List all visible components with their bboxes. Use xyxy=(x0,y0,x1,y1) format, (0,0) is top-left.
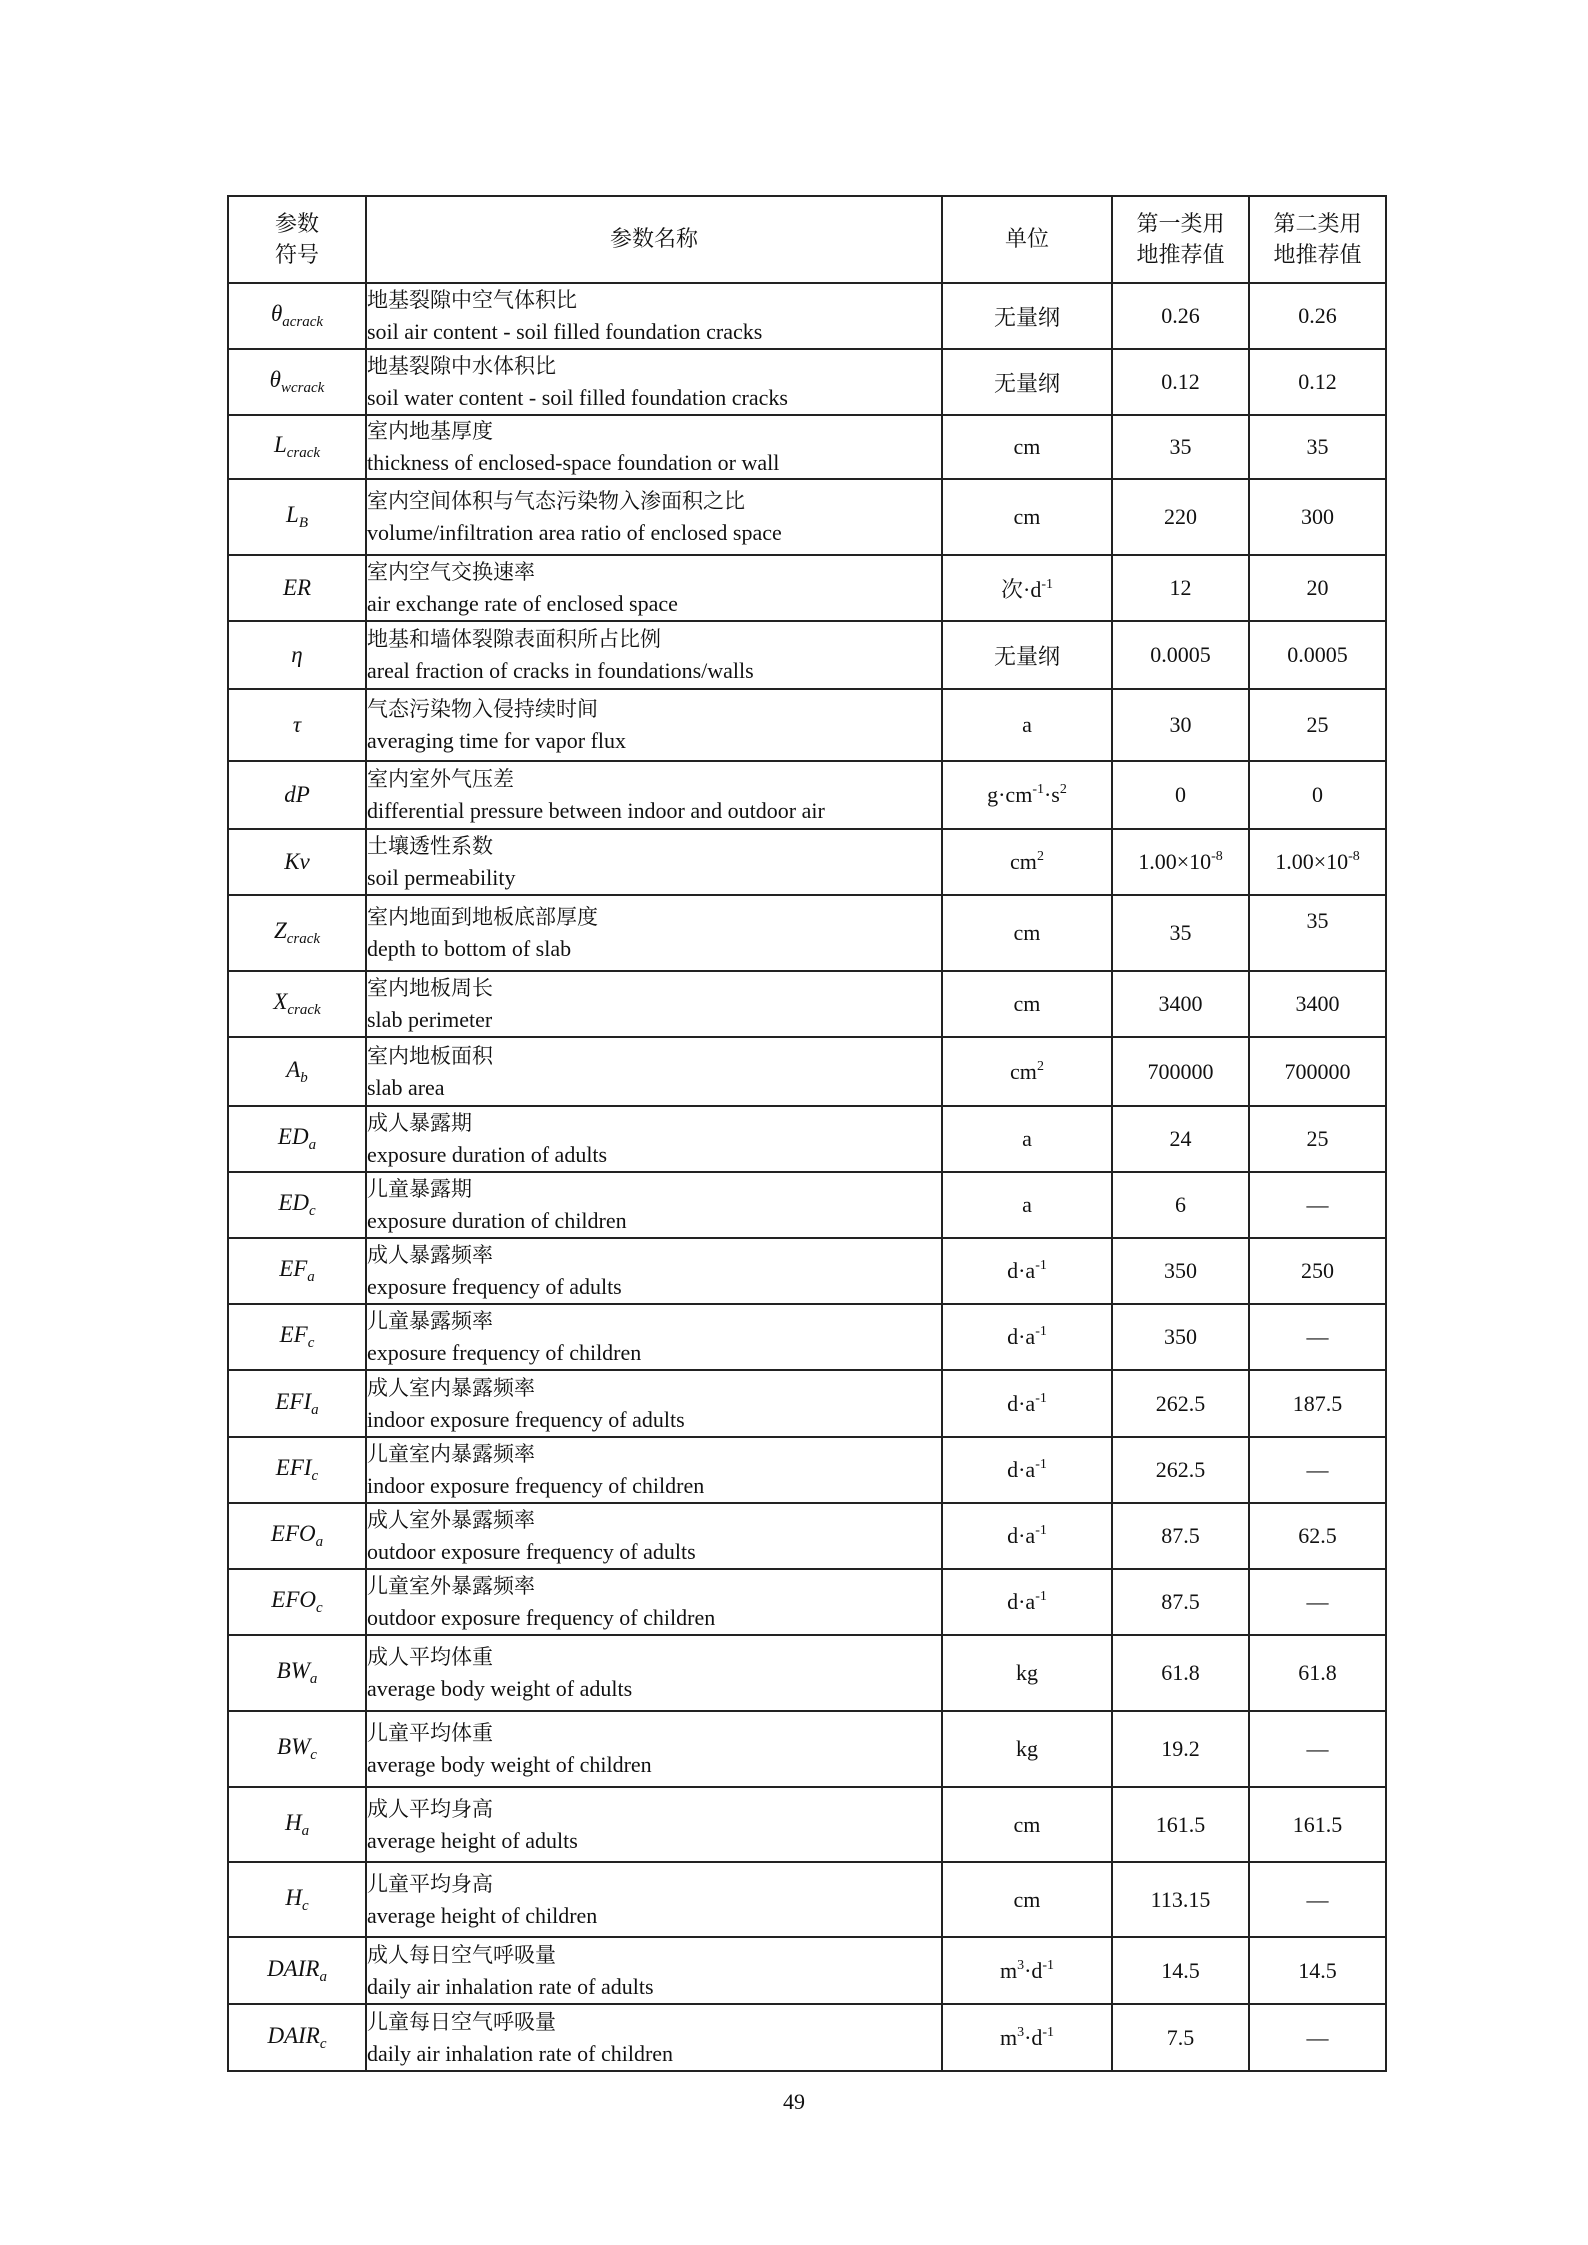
symbol-main: τ xyxy=(292,712,302,737)
symbol-main: A xyxy=(286,1056,301,1082)
symbol-main: BW xyxy=(277,1734,311,1759)
value-type2: — xyxy=(1249,1711,1386,1787)
parameter-name xyxy=(366,1106,942,1172)
parameter-symbol xyxy=(228,1238,366,1304)
parameter-symbol xyxy=(228,1172,366,1238)
symbol-main: η xyxy=(291,642,303,667)
value-type1: 14.5 xyxy=(1112,1937,1249,2004)
table-row xyxy=(228,829,1386,895)
parameter-name-zh: 成人每日空气呼吸量 xyxy=(367,1942,556,1967)
symbol-subscript: c xyxy=(311,1468,319,1484)
parameter-name-zh: 成人室外暴露频率 xyxy=(367,1508,535,1532)
table-body xyxy=(228,283,1386,2071)
parameter-name-zh: 室内地板面积 xyxy=(367,1043,493,1068)
value-type2: $1.00\times 10^{-8}$ xyxy=(1249,829,1386,895)
parameter-symbol xyxy=(228,689,366,761)
symbol-main: L xyxy=(273,432,287,457)
value-type1: 19.2 xyxy=(1112,1711,1249,1787)
value-type2: 161.5 xyxy=(1249,1787,1386,1862)
table-row xyxy=(228,555,1386,621)
parameter-unit: a xyxy=(942,1172,1112,1238)
symbol-subscript: crack xyxy=(286,445,321,461)
parameter-symbol xyxy=(228,1304,366,1370)
table-row xyxy=(228,1711,1386,1787)
parameter-name-en: daily air inhalation rate of adults xyxy=(367,1973,654,1999)
parameter-symbol xyxy=(228,1370,366,1437)
parameter-name-zh: 室内空气交换速率 xyxy=(367,560,535,584)
value-type1: 0.12 xyxy=(1112,349,1249,415)
value-type1: 3400 xyxy=(1112,971,1249,1037)
symbol-subscript: c xyxy=(310,1747,317,1763)
parameter-symbol xyxy=(228,1862,366,1937)
table-row xyxy=(228,1037,1386,1106)
table-row xyxy=(228,1787,1386,1862)
parameter-name-en: slab perimeter xyxy=(367,1007,493,1032)
value-type2: 250 xyxy=(1249,1238,1386,1304)
symbol-subscript: acrack xyxy=(282,314,324,330)
parameter-name-en: soil air content - soil filled foundation cracks xyxy=(367,319,763,344)
table-row xyxy=(228,1172,1386,1238)
parameter-name-zh: 成人平均体重 xyxy=(367,1645,493,1669)
value-type2: 35 xyxy=(1249,415,1386,479)
table-row xyxy=(228,1503,1386,1569)
value-type1: 30 xyxy=(1112,689,1249,761)
parameter-name-zh: 儿童平均体重 xyxy=(367,1721,493,1745)
parameter-name-en: exposure duration of adults xyxy=(367,1142,608,1167)
parameter-name xyxy=(366,971,942,1037)
parameter-name-zh: 儿童室外暴露频率 xyxy=(367,1574,535,1598)
symbol-main: L xyxy=(286,502,299,527)
parameter-name xyxy=(366,479,942,555)
parameter-name-en: slab area xyxy=(367,1074,445,1100)
symbol-subscript: c xyxy=(307,1335,315,1351)
parameter-unit: $d\cdot a^{-1}$ xyxy=(942,1569,1112,1635)
parameter-name-en: soil permeability xyxy=(367,865,516,890)
value-type2: — xyxy=(1249,1862,1386,1937)
parameter-name-en: indoor exposure frequency of children xyxy=(367,1473,705,1498)
parameter-name-en: outdoor exposure frequency of children xyxy=(367,1605,716,1630)
parameter-unit: $d\cdot a^{-1}$ xyxy=(942,1370,1112,1437)
symbol-subscript: b xyxy=(300,1069,308,1086)
value-type1: 35 xyxy=(1112,895,1249,971)
symbol-subscript: a xyxy=(319,1968,327,1985)
symbol-main: EFI xyxy=(275,1388,312,1414)
parameter-name-en: soil water content - soil filled foundation cracks xyxy=(367,385,788,410)
table-row xyxy=(228,1238,1386,1304)
symbol-subscript: a xyxy=(301,1822,310,1839)
parameter-name xyxy=(366,1937,942,2004)
parameter-name xyxy=(366,1503,942,1569)
symbol-main: H xyxy=(285,1884,302,1910)
parameter-symbol xyxy=(228,1569,366,1635)
parameter-symbol xyxy=(228,1503,366,1569)
value-type2: — xyxy=(1249,1569,1386,1635)
value-type1: 262.5 xyxy=(1112,1370,1249,1437)
value-type2: 20 xyxy=(1249,555,1386,621)
symbol-main: θ xyxy=(269,367,281,392)
parameter-name-en: depth to bottom of slab xyxy=(367,936,572,961)
parameter-table xyxy=(227,195,1387,2072)
value-type1: 0.0005 xyxy=(1112,621,1249,689)
table-row xyxy=(228,1862,1386,1937)
symbol-main: Z xyxy=(273,918,287,943)
parameter-name-zh: 地基裂隙中水体积比 xyxy=(367,354,556,378)
parameter-name xyxy=(366,1304,942,1370)
table-row xyxy=(228,689,1386,761)
parameter-name-en: thickness of enclosed-space foundation or wall xyxy=(367,450,780,475)
symbol-subscript: wcrack xyxy=(280,380,325,396)
parameter-unit: $d\cdot a^{-1}$ xyxy=(942,1437,1112,1503)
symbol-main: ED xyxy=(278,1190,309,1215)
parameter-name-en: average body weight of children xyxy=(367,1752,652,1777)
table-row xyxy=(228,621,1386,689)
value-type2: 3400 xyxy=(1249,971,1386,1037)
parameter-name-en: outdoor exposure frequency of adults xyxy=(367,1539,696,1564)
value-type1: 220 xyxy=(1112,479,1249,555)
symbol-subscript: c xyxy=(309,1203,316,1219)
symbol-main: θ xyxy=(270,301,283,326)
parameter-name xyxy=(366,1172,942,1238)
parameter-name xyxy=(366,829,942,895)
parameter-name-zh: 成人平均身高 xyxy=(367,1796,493,1821)
parameter-name-en: average body weight of adults xyxy=(367,1676,633,1701)
value-type1: 161.5 xyxy=(1112,1787,1249,1862)
parameter-name-zh: 地基裂隙中空气体积比 xyxy=(367,288,577,312)
symbol-subscript: B xyxy=(298,515,308,531)
parameter-name xyxy=(366,1569,942,1635)
parameter-unit: cm xyxy=(942,415,1112,479)
parameter-unit: a xyxy=(942,689,1112,761)
parameter-symbol xyxy=(228,415,366,479)
parameter-unit: $cm^2$ xyxy=(942,829,1112,895)
symbol-main: EF xyxy=(279,1322,308,1347)
parameter-name-zh: 土壤透性系数 xyxy=(367,834,493,858)
symbol-subscript: c xyxy=(301,1897,309,1914)
value-type1: 0 xyxy=(1112,761,1249,829)
value-type2: 25 xyxy=(1249,1106,1386,1172)
parameter-name xyxy=(366,1862,942,1937)
symbol-subscript: a xyxy=(308,1137,317,1153)
parameter-name-zh: 室内地面到地板底部厚度 xyxy=(367,905,598,929)
header-value-type1: 第一类用 地推荐值 xyxy=(1112,196,1249,283)
parameter-symbol xyxy=(228,1037,366,1106)
table-row xyxy=(228,761,1386,829)
table-row xyxy=(228,479,1386,555)
parameter-unit: cm xyxy=(942,479,1112,555)
value-type2: 0.0005 xyxy=(1249,621,1386,689)
parameter-unit: kg xyxy=(942,1711,1112,1787)
value-type1: $1.00\times 10^{-8}$ xyxy=(1112,829,1249,895)
parameter-name-en: indoor exposure frequency of adults xyxy=(367,1406,685,1432)
parameter-name-en: areal fraction of cracks in foundations/walls xyxy=(367,658,754,683)
parameter-name-en: averaging time for vapor flux xyxy=(367,728,627,753)
value-type2: — xyxy=(1249,1304,1386,1370)
value-type2: 25 xyxy=(1249,689,1386,761)
symbol-main: ER xyxy=(282,575,312,600)
symbol-subscript: c xyxy=(319,2035,327,2052)
parameter-unit: 无量纲 xyxy=(942,283,1112,349)
parameter-unit: $m^3\cdot d^{-1}$ xyxy=(942,1937,1112,2004)
table-row xyxy=(228,1635,1386,1711)
value-type1: 24 xyxy=(1112,1106,1249,1172)
symbol-subscript: c xyxy=(316,1600,323,1616)
value-type2: — xyxy=(1249,1437,1386,1503)
parameter-name-en: average height of children xyxy=(367,1902,598,1928)
parameter-unit: $d\cdot a^{-1}$ xyxy=(942,1304,1112,1370)
value-type2: 300 xyxy=(1249,479,1386,555)
parameter-name-zh: 儿童暴露期 xyxy=(367,1177,472,1201)
header-value-type2: 第二类用 地推荐值 xyxy=(1249,196,1386,283)
parameter-name-en: air exchange rate of enclosed space xyxy=(367,591,678,616)
symbol-subscript: a xyxy=(309,1671,318,1687)
value-type2: 0 xyxy=(1249,761,1386,829)
parameter-name-en: differential pressure between indoor and outdoor air xyxy=(367,798,825,823)
table-row xyxy=(228,1437,1386,1503)
parameter-symbol xyxy=(228,1635,366,1711)
value-type2: 700000 xyxy=(1249,1037,1386,1106)
table-row xyxy=(228,1569,1386,1635)
symbol-main: DAIR xyxy=(267,1955,320,1981)
parameter-name-en: daily air inhalation rate of children xyxy=(367,2040,674,2066)
parameter-symbol xyxy=(228,1787,366,1862)
table-row xyxy=(228,2004,1386,2071)
symbol-subscript: a xyxy=(307,1269,315,1285)
value-type2: 35 xyxy=(1249,895,1386,971)
value-type2: — xyxy=(1249,2004,1386,2071)
parameter-name xyxy=(366,555,942,621)
parameter-unit: cm xyxy=(942,1787,1112,1862)
symbol-main: ED xyxy=(277,1124,309,1149)
table-row xyxy=(228,1937,1386,2004)
value-type1: 700000 xyxy=(1112,1037,1249,1106)
parameter-symbol xyxy=(228,1937,366,2004)
parameter-name-zh: 成人暴露期 xyxy=(367,1111,472,1135)
header-symbol: 参数 符号 xyxy=(228,196,366,283)
parameter-name xyxy=(366,1711,942,1787)
symbol-main: BW xyxy=(276,1658,310,1683)
value-type1: 350 xyxy=(1112,1238,1249,1304)
parameter-symbol xyxy=(228,971,366,1037)
value-type1: 350 xyxy=(1112,1304,1249,1370)
parameter-symbol xyxy=(228,761,366,829)
table-row xyxy=(228,1370,1386,1437)
symbol-main: EFI xyxy=(275,1455,312,1480)
value-type2: 0.26 xyxy=(1249,283,1386,349)
parameter-symbol xyxy=(228,349,366,415)
parameter-name xyxy=(366,415,942,479)
parameter-name-zh: 儿童每日空气呼吸量 xyxy=(367,2009,556,2034)
value-type1: 87.5 xyxy=(1112,1569,1249,1635)
parameter-unit: $d\cdot a^{-1}$ xyxy=(942,1238,1112,1304)
parameter-name xyxy=(366,621,942,689)
parameter-name-en: volume/infiltration area ratio of enclosed space xyxy=(367,520,782,545)
value-type2: 14.5 xyxy=(1249,1937,1386,2004)
table-row xyxy=(228,283,1386,349)
parameter-unit: cm xyxy=(942,971,1112,1037)
table-row xyxy=(228,1106,1386,1172)
value-type1: 35 xyxy=(1112,415,1249,479)
table-header-row xyxy=(228,196,1386,283)
parameter-unit: kg xyxy=(942,1635,1112,1711)
table-row xyxy=(228,349,1386,415)
value-type1: 0.26 xyxy=(1112,283,1249,349)
parameter-symbol xyxy=(228,1437,366,1503)
parameter-name xyxy=(366,1370,942,1437)
value-type1: 113.15 xyxy=(1112,1862,1249,1937)
parameter-name-zh: 室内地基厚度 xyxy=(367,419,493,443)
parameter-unit: cm xyxy=(942,895,1112,971)
value-type2: 62.5 xyxy=(1249,1503,1386,1569)
header-name: 参数名称 xyxy=(366,196,942,283)
parameter-symbol xyxy=(228,1711,366,1787)
table-row xyxy=(228,895,1386,971)
symbol-subscript: crack xyxy=(286,931,321,947)
symbol-main: dP xyxy=(284,782,310,807)
parameter-name xyxy=(366,1238,942,1304)
parameter-name-zh: 室内空间体积与气态污染物入渗面积之比 xyxy=(367,489,745,513)
symbol-main: X xyxy=(273,989,288,1014)
parameter-symbol xyxy=(228,1106,366,1172)
parameter-symbol xyxy=(228,283,366,349)
parameter-unit: 无量纲 xyxy=(942,621,1112,689)
symbol-subscript: crack xyxy=(287,1002,321,1018)
symbol-main: Kv xyxy=(284,849,310,874)
value-type1: 262.5 xyxy=(1112,1437,1249,1503)
value-type2: 0.12 xyxy=(1249,349,1386,415)
symbol-main: DAIR xyxy=(267,2022,320,2048)
parameter-unit: $g\cdot cm^{-1}\cdot s^2$ xyxy=(942,761,1112,829)
page-number: 49 xyxy=(783,2089,805,2114)
parameter-name xyxy=(366,349,942,415)
value-type1: 61.8 xyxy=(1112,1635,1249,1711)
parameter-name-zh: 气态污染物入侵持续时间 xyxy=(367,697,598,721)
parameter-name xyxy=(366,2004,942,2071)
parameter-name-zh: 成人暴露频率 xyxy=(367,1243,493,1267)
symbol-main: EFO xyxy=(271,1587,317,1612)
parameter-name-en: exposure frequency of adults xyxy=(367,1274,622,1299)
parameter-unit: $cm^2$ xyxy=(942,1037,1112,1106)
symbol-main: H xyxy=(284,1809,302,1835)
parameter-name-zh: 儿童平均身高 xyxy=(367,1871,493,1896)
symbol-subscript: a xyxy=(315,1534,324,1550)
parameter-name-zh: 儿童室内暴露频率 xyxy=(367,1442,535,1466)
parameter-name xyxy=(366,761,942,829)
symbol-main: EFO xyxy=(270,1521,316,1546)
parameter-name xyxy=(366,1437,942,1503)
parameter-symbol xyxy=(228,479,366,555)
parameter-name-en: exposure duration of children xyxy=(367,1208,627,1233)
value-type1: 6 xyxy=(1112,1172,1249,1238)
parameter-name xyxy=(366,1037,942,1106)
parameter-name xyxy=(366,1787,942,1862)
parameter-symbol xyxy=(228,621,366,689)
parameter-name-en: average height of adults xyxy=(367,1827,578,1853)
value-type1: 87.5 xyxy=(1112,1503,1249,1569)
table-row xyxy=(228,1304,1386,1370)
parameter-name xyxy=(366,895,942,971)
parameter-name-zh: 成人室内暴露频率 xyxy=(367,1375,535,1400)
parameter-symbol xyxy=(228,555,366,621)
parameter-name-zh: 儿童暴露频率 xyxy=(367,1309,493,1333)
parameter-unit: a xyxy=(942,1106,1112,1172)
value-type2: 61.8 xyxy=(1249,1635,1386,1711)
value-type1: 12 xyxy=(1112,555,1249,621)
value-type1: 7.5 xyxy=(1112,2004,1249,2071)
parameter-symbol xyxy=(228,2004,366,2071)
parameter-symbol xyxy=(228,829,366,895)
value-type2: 187.5 xyxy=(1249,1370,1386,1437)
value-type2: — xyxy=(1249,1172,1386,1238)
parameter-name-zh: 室内室外气压差 xyxy=(367,767,514,791)
table-row xyxy=(228,971,1386,1037)
parameter-name xyxy=(366,689,942,761)
parameter-name xyxy=(366,283,942,349)
parameter-name-zh: 室内地板周长 xyxy=(367,976,493,1000)
parameter-name xyxy=(366,1635,942,1711)
table-row xyxy=(228,415,1386,479)
parameter-unit: 次$\cdot d^{-1}$ xyxy=(942,555,1112,621)
parameter-symbol xyxy=(228,895,366,971)
parameter-unit: $d\cdot a^{-1}$ xyxy=(942,1503,1112,1569)
symbol-main: EF xyxy=(279,1256,308,1281)
symbol-subscript: a xyxy=(311,1401,319,1418)
parameter-name-en: exposure frequency of children xyxy=(367,1340,642,1365)
parameter-unit: 无量纲 xyxy=(942,349,1112,415)
parameter-unit: $m^3\cdot d^{-1}$ xyxy=(942,2004,1112,2071)
parameter-name-zh: 地基和墙体裂隙表面积所占比例 xyxy=(367,627,661,651)
header-unit: 单位 xyxy=(942,196,1112,283)
parameter-unit: cm xyxy=(942,1862,1112,1937)
